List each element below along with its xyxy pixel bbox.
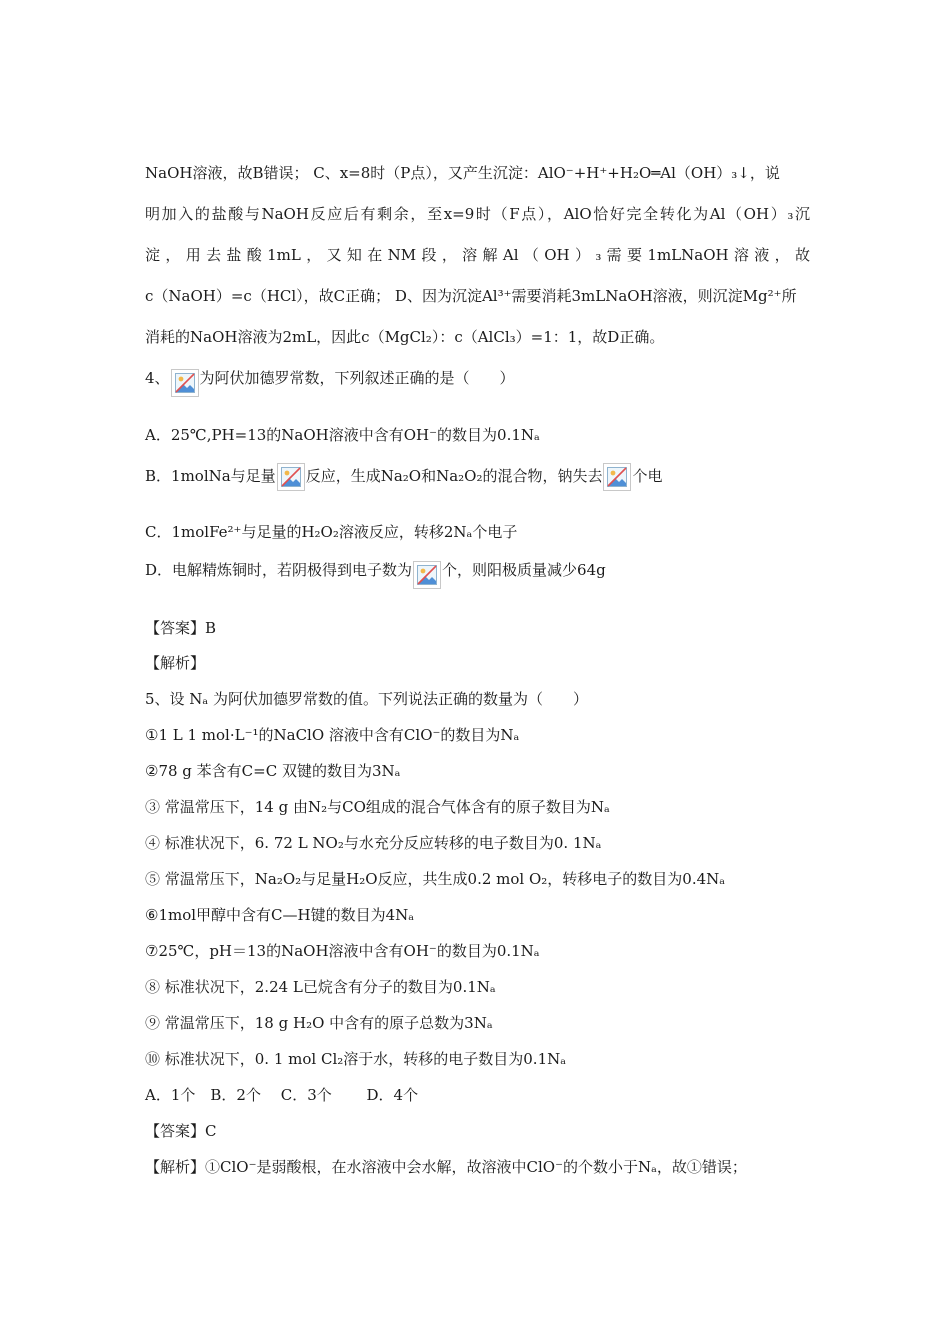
question-5-item: ⑤ 常温常压下，Na₂O₂与足量H₂O反应，共生成0.2 mol O₂，转移电子的数目为0.4Nₐ bbox=[145, 870, 726, 888]
option-d-part-1: D．电解精炼铜时，若阴极得到电子数为 bbox=[145, 561, 413, 579]
question-5-item: ⑦25℃，pH＝13的NaOH溶液中含有OH⁻的数目为0.1Nₐ bbox=[145, 942, 540, 960]
question-4-stem bbox=[145, 368, 810, 397]
question-5-options: A．1个 B．2个 C．3个 D．4个 bbox=[145, 1086, 419, 1104]
option-b-part-2: 反应，生成Na₂O和Na₂O₂的混合物，钠失去 bbox=[305, 467, 603, 485]
question-5-analysis: 【解析】①ClO⁻是弱酸根，在水溶液中会水解，故溶液中ClO⁻的个数小于Nₐ，故①错误； bbox=[145, 1158, 747, 1176]
text-line-1: NaOH溶液，故B错误； C、x=8时（P点），又产生沉淀：AlO⁻+H⁺+H₂O═Al（OH）₃↓，说 bbox=[145, 164, 780, 182]
question-4-option-d bbox=[145, 560, 810, 589]
question-5-item: ⑧ 标准状况下，2.24 L已烷含有分子的数目为0.1Nₐ bbox=[145, 978, 496, 996]
text-line-5: 消耗的NaOH溶液为2mL，因此c（MgCl₂）：c（AlCl₃）=1：1，故D正确。 bbox=[145, 328, 665, 346]
question-5-answer: 【答案】C bbox=[145, 1122, 217, 1140]
question-5-item: ⑥1mol甲醇中含有C—H键的数目为4Nₐ bbox=[145, 906, 415, 924]
question-4-option-a: A．25℃,PH=13的NaOH溶液中含有OH⁻的数目为0.1Nₐ bbox=[145, 426, 540, 444]
question-number: 4、 bbox=[145, 369, 170, 387]
question-4-stem-text: 为阿伏加德罗常数，下列叙述正确的是（ ） bbox=[199, 369, 515, 387]
question-5-item: ③ 常温常压下，14 g 由N₂与CO组成的混合气体含有的原子数目为Nₐ bbox=[145, 798, 610, 816]
text-line-3: 淀，用去盐酸1mL，又知在NM段，溶解Al（OH）₃需要1mLNaOH溶液，故 bbox=[145, 246, 810, 264]
option-b-part-1: B．1molNa与足量 bbox=[145, 467, 276, 485]
question-4-analysis: 【解析】 bbox=[145, 654, 206, 672]
broken-image-icon bbox=[413, 561, 441, 589]
question-4-option-c: C．1molFe²⁺与足量的H₂O₂溶液反应，转移2Nₐ个电子 bbox=[145, 523, 518, 541]
question-5-item: ②78 g 苯含有C=C 双键的数目为3Nₐ bbox=[145, 762, 401, 780]
question-5-item: ⑩ 标准状况下，0. 1 mol Cl₂溶于水，转移的电子数目为0.1Nₐ bbox=[145, 1050, 567, 1068]
option-d-part-2: 个，则阳极质量减少64g bbox=[442, 561, 606, 579]
broken-image-icon bbox=[603, 463, 631, 491]
question-5-stem: 5、设 Nₐ 为阿伏加德罗常数的值。下列说法正确的数量为（ ） bbox=[145, 690, 588, 708]
question-4-answer: 【答案】B bbox=[145, 619, 217, 637]
option-b-part-3: 个电 bbox=[632, 467, 663, 485]
text-line-4: c（NaOH）=c（HCl），故C正确； D、因为沉淀Al³⁺需要消耗3mLNaOH溶液，则沉淀Mg²⁺所 bbox=[145, 287, 797, 305]
text-line-2: 明加入的盐酸与NaOH反应后有剩余，至x=9时（F点），AlO恰好完全转化为Al（OH）₃沉 bbox=[145, 205, 810, 223]
broken-image-icon bbox=[171, 369, 199, 397]
broken-image-icon bbox=[277, 463, 305, 491]
question-4-option-b bbox=[145, 463, 810, 491]
question-5-item: ④ 标准状况下，6. 72 L NO₂与水充分反应转移的电子数目为0. 1Nₐ bbox=[145, 834, 602, 852]
question-5-item: ①1 L 1 mol·L⁻¹的NaClO 溶液中含有ClO⁻的数目为Nₐ bbox=[145, 726, 520, 744]
question-5-item: ⑨ 常温常压下，18 g H₂O 中含有的原子总数为3Nₐ bbox=[145, 1014, 493, 1032]
